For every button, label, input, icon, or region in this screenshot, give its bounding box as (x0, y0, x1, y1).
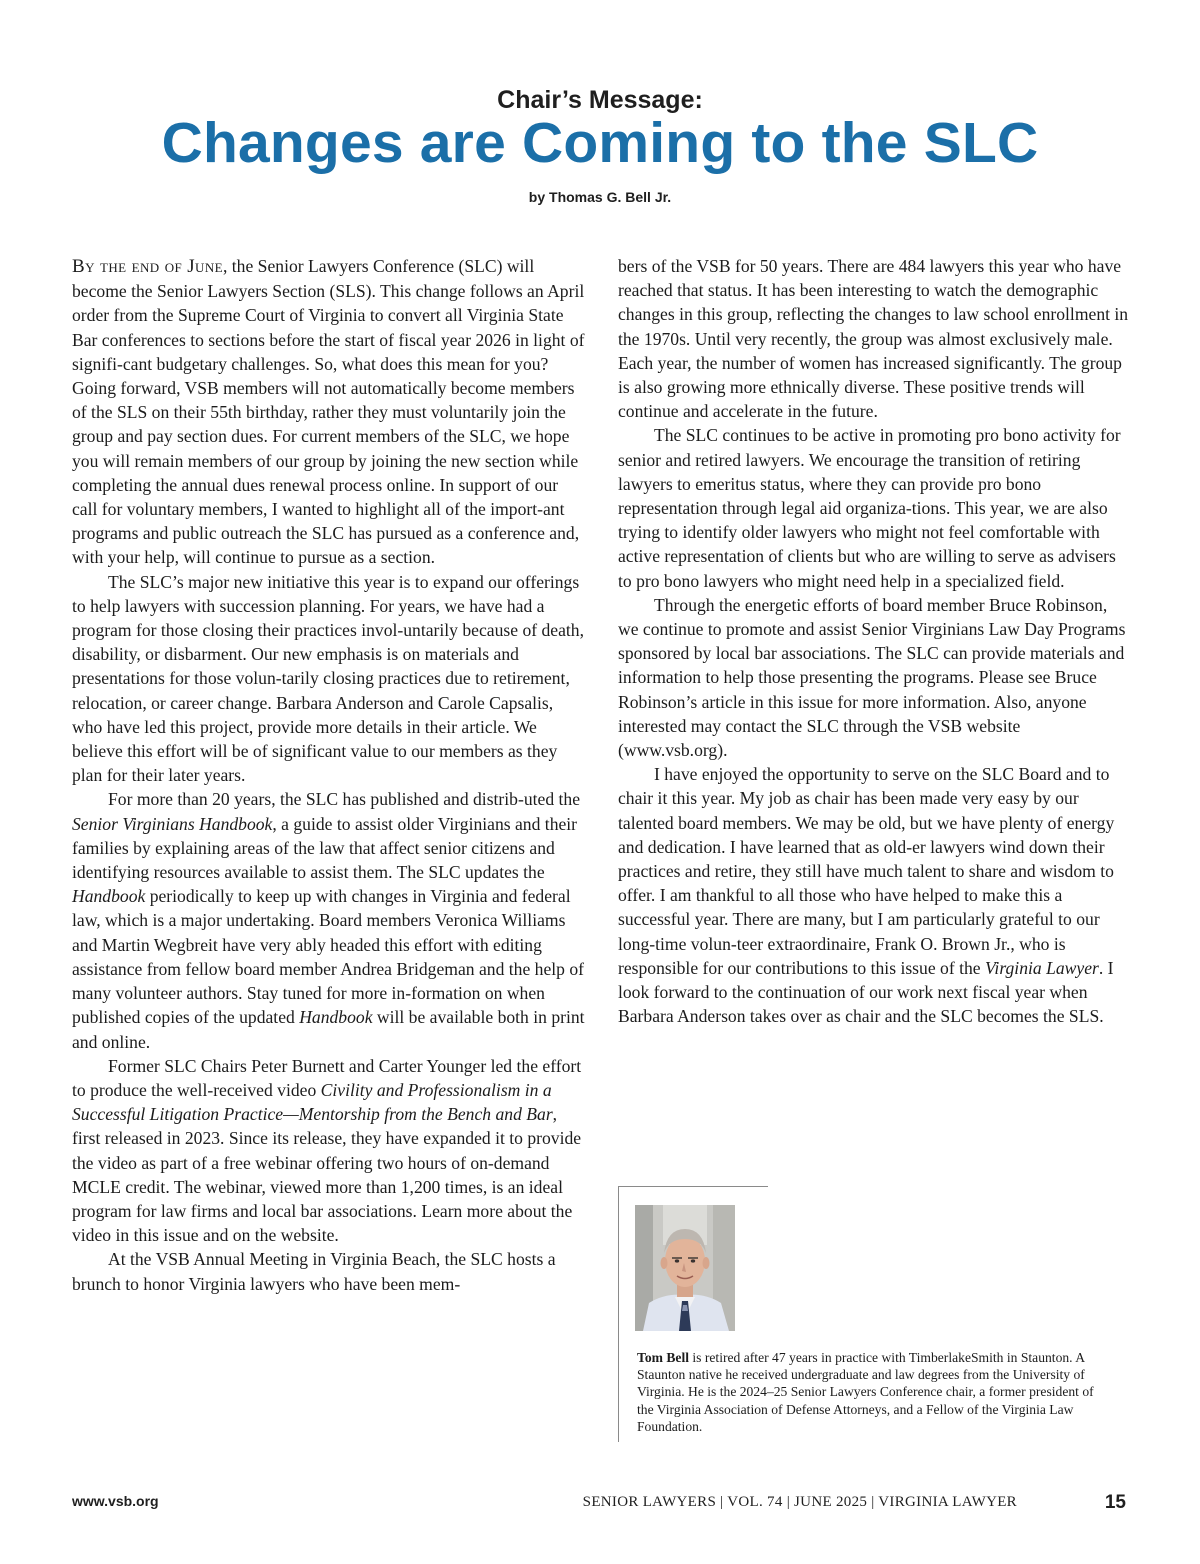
article-paragraph: Through the energetic efforts of board member Bruce Robinson, we continue to promote and assist Senior Virginians Law Day Programs sponsored by local bar associations. The SLC can provide materials and information to help those presenting the programs. Please see Bruce Robinson’s article in this issue for more information. Also, anyone interested may contact the SLC through the VSB website (www.vsb.org). (618, 594, 1126, 761)
bio-box-rule-top (618, 1186, 768, 1187)
article-paragraph: For more than 20 years, the SLC has published and distrib-uted the Senior Virginians Handbook, a guide to assist older Virginians and their families by explaining areas of the law that affect senior citizens and identifying resources available to assist them. The SLC updates the Handbook periodically to keep up with changes in Virginia and federal law, which is a major undertaking. Board members Veronica Williams and Martin Wegbreit have very ably headed this effort with editing assistance from fellow board member Andrea Bridgeman and the help of many volunteer authors. Stay tuned for more in-formation on when published copies of the updated Handbook will be available both in print and online. (72, 789, 585, 1052)
article-paragraph: Former SLC Chairs Peter Burnett and Carter Younger led the effort to produce the well-received video Civility and Professionalism in a Successful Litigation Practice—Mentorship from the Bench and Bar, first released in 2023. Since its release, they have expanded it to provide the video as part of a free webinar offering two hours of on-demand MCLE credit. The webinar, viewed more than 1,200 times, is an ideal program for law firms and local bar associations. Learn more about the video in this issue and on the website. (72, 1055, 582, 1246)
article-column-left (72, 254, 586, 1296)
footer-website: www.vsb.org (72, 1493, 159, 1509)
publication-title: Handbook (72, 886, 146, 907)
publication-title: Senior Virginians Handbook (72, 813, 273, 834)
article-paragraph: By the end of June, the Senior Lawyers Conference (SLC) will become the Senior Lawyers Section (SLS). This change follows an April order from the Supreme Court of Virginia to convert all Virginia State Bar conferences to sections before the start of fiscal year 2026 in light of signifi-cant budgetary challenges. So, what does this mean for you? Going forward, VSB members will not automatically become members of the SLS on their 55th birthday, rather they must voluntarily join the group and pay section dues. For current members of the SLC, we hope you will remain members of our group by joining the new section while completing the annual dues renewal process online. In support of our call for voluntary members, I wanted to highlight all of the import-ant programs and public outreach the SLC has pursued as a conference and, with your help, will continue to pursue as a section. (72, 256, 585, 568)
article-paragraph: At the VSB Annual Meeting in Virginia Beach, the SLC hosts a brunch to honor Virginia lawyers who have been mem- (72, 1249, 556, 1294)
article-byline: by Thomas G. Bell Jr. (528, 189, 672, 205)
article-paragraph: The SLC’s major new initiative this year is to expand our offerings to help lawyers with succession planning. For years, we have had a program for those closing their practices invol-untarily because of death, disability, or disbarment. Our new emphasis is on materials and presentations for those volun-tarily closing practices due to retirement, relocation, or career change. Barbara Anderson and Carole Capsalis, who have led this project, provide more details in their article. We believe this effort will be of significant value to our members as they plan for their later years. (72, 571, 584, 786)
publication-title: Handbook (299, 1007, 373, 1028)
article-column-right (618, 254, 1132, 1029)
article-paragraph: The SLC continues to be active in promoting pro bono activity for senior and retired lawyers. We encourage the transition of retiring lawyers to emeritus status, where they can provide pro bono representation through legal aid organiza-tions. This year, we are also trying to identify older lawyers who might not feel comfortable with active representation of clients but who are willing to serve as advisers to pro bono lawyers who might need help in a specialized field. (618, 425, 1121, 591)
article-kicker: Chair’s Message: (497, 86, 703, 114)
author-photo (635, 1205, 735, 1331)
page-number: 15 (1104, 1492, 1126, 1513)
video-title: Civility and Professionalism in a Successful Litigation Practice—Mentorship from the Bench and Bar (72, 1079, 553, 1125)
footer-running-head: SENIOR LAWYERS | VOL. 74 | JUNE 2025 | VIRGINIA LAWYER (582, 1494, 1017, 1510)
article-paragraph: I have enjoyed the opportunity to serve on the SLC Board and to chair it this year. My job as chair has been made very easy by our talented board members. We may be old, but we have plenty of energy and dedication. I have learned that as old-er lawyers wind down their practices and retire, they still have much talent to share and wisdom to offer. I am thankful to all those who have helped to make this a successful year. There are many, but I am particularly grateful to our long-time volun-teer extraordinaire, Frank O. Brown Jr., who is responsible for our contributions to this issue of the Virginia Lawyer. I look forward to the continuation of our work next fiscal year when Barbara Anderson takes over as chair and the SLC becomes the SLS. (618, 764, 1115, 1027)
article-paragraph: bers of the VSB for 50 years. There are 484 lawyers this year who have reached that status. It has been interesting to watch the demographic changes in this group, reflecting the changes to law school enrollment in the 1970s. Until very recently, the group was almost exclusively male. Each year, the number of women has increased significantly. The group is also growing more ethnically diverse. These positive trends will continue and accelerate in the future. (618, 256, 1129, 422)
publication-title: Virginia Lawyer (984, 957, 1099, 978)
author-name: Tom Bell (637, 1350, 689, 1365)
article-title: Changes are Coming to the SLC (161, 111, 1039, 175)
bio-box-rule-left (618, 1186, 619, 1442)
author-bio: Tom Bell is retired after 47 years in practice with TimberlakeSmith in Staunton. A Staunton native he received undergraduate and law degrees from the University of Virginia. He is the 2024–25 Senior Lawyers Conference chair, a former president of the Virginia Association of Defense Attorneys, and a Fellow of the Virginia Law Foundation. (637, 1350, 1094, 1434)
lead-in-text: By the end of June (72, 256, 223, 277)
